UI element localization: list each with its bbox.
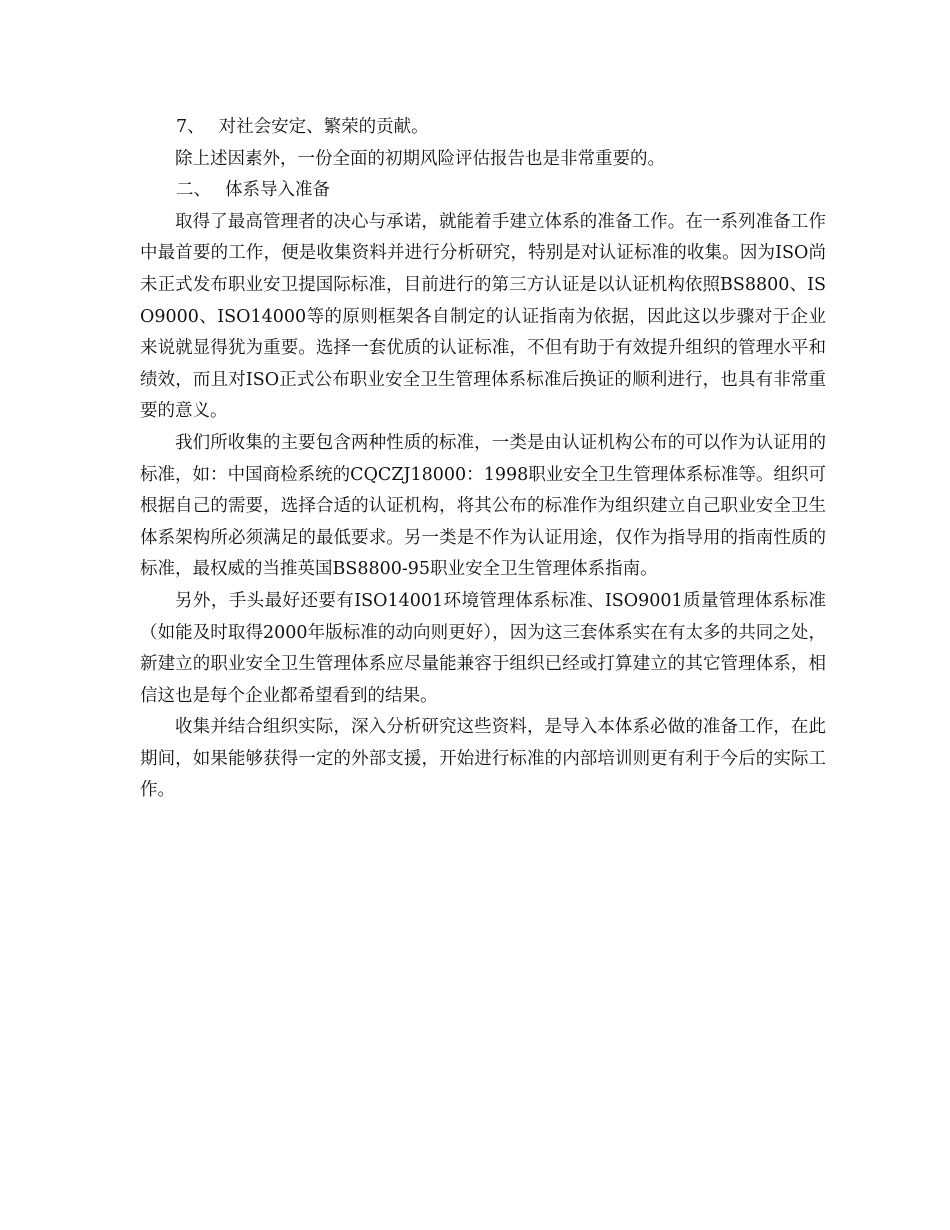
paragraph-standard-types: 我们所收集的主要包含两种性质的标准，一类是由认证机构公布的可以作为认证用的标准，如：中国商检系统的CQCZJ18000：1998职业安全卫生管理体系标准等。组织可根据自己的需要，选择合适的认证机构，将其公布的标准作为组织建立自己职业安全卫生体系架构所必须满足的最低要求。另一类是不作为认证用途，仅作为指导用的指南性质的标准，最权威的当推英国BS8800-95职业安全卫生管理体系指南。 bbox=[140, 432, 826, 580]
paragraph-analysis: 收集并结合组织实际，深入分析研究这些资料，是导入本体系必做的准备工作，在此期间，如果能够获得一定的外部支援，开始进行标准的内部培训则更有利于今后的实际工作。 bbox=[140, 717, 826, 801]
document-body bbox=[140, 112, 826, 807]
paragraph-risk-assessment: 除上述因素外，一份全面的初期风险评估报告也是非常重要的。 bbox=[175, 148, 665, 169]
paragraph-preparation: 取得了最高管理者的决心与承诺，就能着手建立体系的准备工作。在一系列准备工作 中最首要的工作，便是收集资料并进行分析研究，特别是对认证标准的收集。因为ISO尚未正式发布职业安卫提国际标准，目前进行的第三方认证是以认证机构依照BS8800、ISO9000、ISO14000等的原则框架各自制定的认证指南为依据，因此这以步骤对于企业来说就显得犹为重要。选择一套优质的认证标准，不但有助于有效提升组织的管理水平和绩效，而且对ISO正式公布职业安全卫生管理体系标准后换证的顺利进行，也具有非常重要的意义。 bbox=[140, 211, 826, 422]
list-item-number: 7、 bbox=[176, 117, 205, 137]
section-heading-2 bbox=[140, 175, 826, 207]
section-title: 体系导入准备 bbox=[225, 180, 330, 201]
section-number: 二、 bbox=[176, 180, 211, 201]
paragraph-related-standards: 另外，手头最好还要有ISO14001环境管理体系标准、ISO9001质量管理体系标准（如能及时取得2000年版标准的动向则更好），因为这三套体系实在有太多的共同之处，新建立的职业安全卫生管理体系应尽量能兼容于组织已经或打算建立的其它管理体系，相信这也是每个企业都希望看到的结果。 bbox=[140, 590, 826, 706]
list-item-7 bbox=[140, 112, 826, 144]
list-item-text: 对社会安定、繁荣的贡献。 bbox=[218, 117, 429, 137]
